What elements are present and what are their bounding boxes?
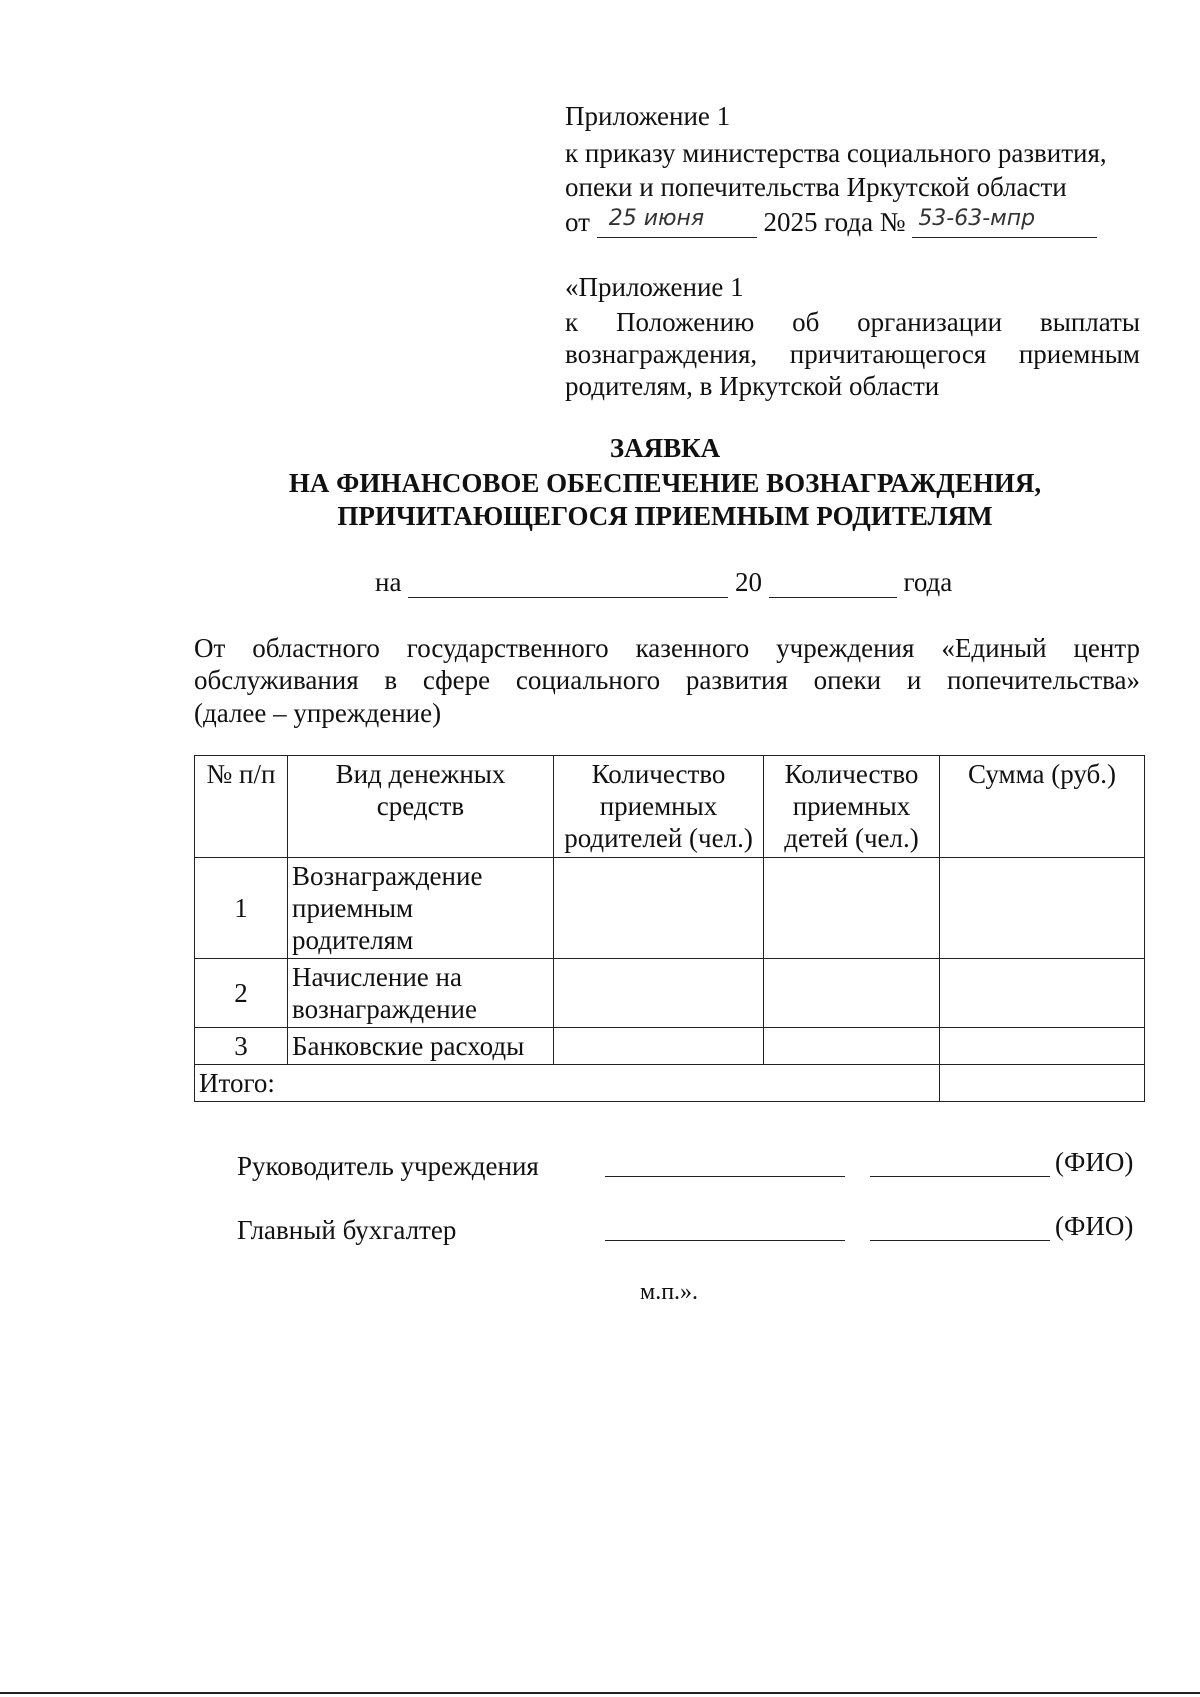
appendix-label: Приложение 1: [565, 101, 731, 131]
sub-header-line: к Положению об организации выплаты: [565, 307, 1140, 337]
intro-line: От областного государственного казенного учреждения «Единый центр: [194, 633, 1140, 663]
header-parents-count: Количество приемных родителей (чел.): [554, 756, 764, 858]
funding-table: [194, 755, 1145, 1102]
period-century: 20: [734, 567, 762, 597]
header-num: № п/п: [195, 756, 288, 858]
table-row: [195, 1028, 1145, 1065]
doc-title-line: НА ФИНАНСОВОЕ ОБЕСПЕЧЕНИЕ ВОЗНАГРАЖДЕНИЯ,: [288, 468, 1042, 498]
scan-bottom-edge: [0, 1692, 1200, 1694]
cell-sum: [940, 959, 1145, 1028]
header-children-count: Количество приемных детей (чел.): [764, 756, 940, 858]
intro-line: обслуживания в сфере социального развития опеки и попечительства»: [194, 665, 1140, 695]
stamp-place: м.п.».: [640, 1279, 699, 1305]
period-line: [375, 566, 952, 598]
period-blank: [408, 567, 728, 598]
row-num: 2: [195, 959, 288, 1028]
row-num: 1: [195, 858, 288, 959]
total-sum: [940, 1065, 1145, 1102]
total-label: Итого:: [195, 1065, 940, 1102]
handwritten-number: 53-63-мпр: [918, 206, 1036, 231]
sub-header-text: [565, 306, 1140, 370]
table-row: [195, 959, 1145, 1028]
fio-blank: [870, 1240, 1050, 1241]
fio-blank: [870, 1176, 1050, 1177]
signature-blank: [605, 1240, 845, 1241]
order-date-line: [565, 206, 1097, 238]
order-reference-line: к приказу министерства социального развития,: [565, 138, 1107, 168]
header-type: Вид денежных средств: [288, 756, 554, 858]
period-suffix: года: [903, 567, 953, 597]
fio-label: (ФИО): [1055, 1211, 1134, 1241]
period-prefix: на: [375, 567, 402, 597]
handwritten-date: 25 июня: [608, 206, 705, 231]
row-type: Вознаграждение приемным родителям: [288, 858, 554, 959]
cell-children: [764, 1028, 940, 1065]
header-sum: Сумма (руб.): [940, 756, 1145, 858]
cell-children: [764, 959, 940, 1028]
fio-label: (ФИО): [1055, 1147, 1134, 1177]
date-field: [597, 207, 757, 238]
ministry-line: опеки и попечительства Иркутской области: [565, 172, 1067, 202]
sub-header-line: вознаграждения, причитающегося приемным: [565, 339, 1140, 369]
year-blank: [769, 567, 897, 598]
row-num: 3: [195, 1028, 288, 1065]
cell-sum: [940, 1028, 1145, 1065]
table-total-row: [195, 1065, 1145, 1102]
from-prefix: от: [565, 207, 590, 237]
number-field: [912, 207, 1097, 238]
doc-title: ЗАЯВКА: [609, 433, 721, 463]
signature-label-accountant: Главный бухгалтер: [237, 1215, 457, 1245]
intro-paragraph: [194, 632, 1140, 696]
row-type: Начисление на вознаграждение: [288, 959, 554, 1028]
cell-parents: [554, 959, 764, 1028]
year-text: 2025 года №: [763, 207, 906, 237]
cell-parents: [554, 858, 764, 959]
row-type: Банковские расходы: [288, 1028, 554, 1065]
cell-parents: [554, 1028, 764, 1065]
table-row: [195, 858, 1145, 959]
table-header-row: [195, 756, 1145, 858]
cell-sum: [940, 858, 1145, 959]
cell-children: [764, 858, 940, 959]
signature-blank: [605, 1176, 845, 1177]
sub-appendix-label: «Приложение 1: [565, 272, 744, 302]
sub-header-line: родителям, в Иркутской области: [565, 371, 940, 401]
intro-line-last: (далее – упреждение): [194, 698, 442, 728]
doc-title-line: ПРИЧИТАЮЩЕГОСЯ ПРИЕМНЫМ РОДИТЕЛЯМ: [337, 501, 993, 531]
signature-label-head: Руководитель учреждения: [237, 1151, 539, 1181]
